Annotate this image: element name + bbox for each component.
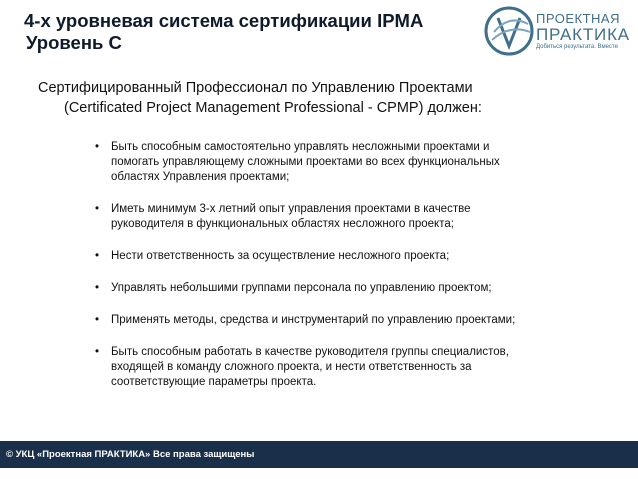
list-item-line: помогать управляющему сложными проектами во всех функциональных: [111, 156, 500, 168]
list-item-line: • Управлять небольшими группами персонала по управлению проектом;: [111, 282, 492, 294]
list-item-line: руководителя в функциональных областях несложного проекта;: [111, 218, 454, 230]
list-item-line: • Нести ответственность за осуществление несложного проекта;: [111, 250, 450, 262]
intro-line-1: Сертифицированный Профессионал по Управлению Проектами: [38, 80, 473, 96]
list-item-line: входящей в команду сложного проекта, и нести ответственность за: [111, 361, 472, 373]
list-item: [93, 249, 603, 264]
intro-line-2: (Certificated Project Management Professional - CPMP) должен:: [64, 100, 482, 116]
list-item-line: • Быть способным работать в качестве руководителя группы специалистов,: [111, 346, 509, 358]
slide-title: [24, 10, 423, 54]
list-item: [93, 313, 603, 328]
logo-tagline: Добиться результата. Вместе: [536, 44, 618, 50]
intro-text: [38, 78, 608, 118]
list-item: [93, 345, 603, 390]
company-logo: [484, 6, 634, 58]
list-item-line: соответствующие параметры проекта.: [111, 376, 317, 388]
list-item-line: областях Управления проектами;: [111, 171, 290, 183]
list-item-line: • Иметь минимум 3-х летний опыт управления проектами в качестве: [111, 203, 471, 215]
list-item: [93, 140, 603, 185]
requirements-list: [93, 140, 603, 407]
list-item: [93, 281, 603, 296]
list-item-line: • Быть способным самостоятельно управлять несложными проектами и: [111, 141, 490, 153]
copyright-footer: © УКЦ «Проектная ПРАКТИКА» Все права защищены: [0, 441, 638, 468]
title-line-1: 4-х уровневая система сертификации IPMA: [24, 10, 424, 31]
logo-text-line-1: ПРОЕКТНАЯ: [536, 11, 620, 26]
logo-text-line-2: ПРАКТИКА: [536, 25, 630, 44]
logo-emblem-icon: [484, 6, 536, 58]
list-item-line: • Применять методы, средства и инструментарий по управлению проектами;: [111, 314, 516, 326]
title-line-2: Уровень С: [26, 32, 122, 53]
list-item: [93, 202, 603, 232]
